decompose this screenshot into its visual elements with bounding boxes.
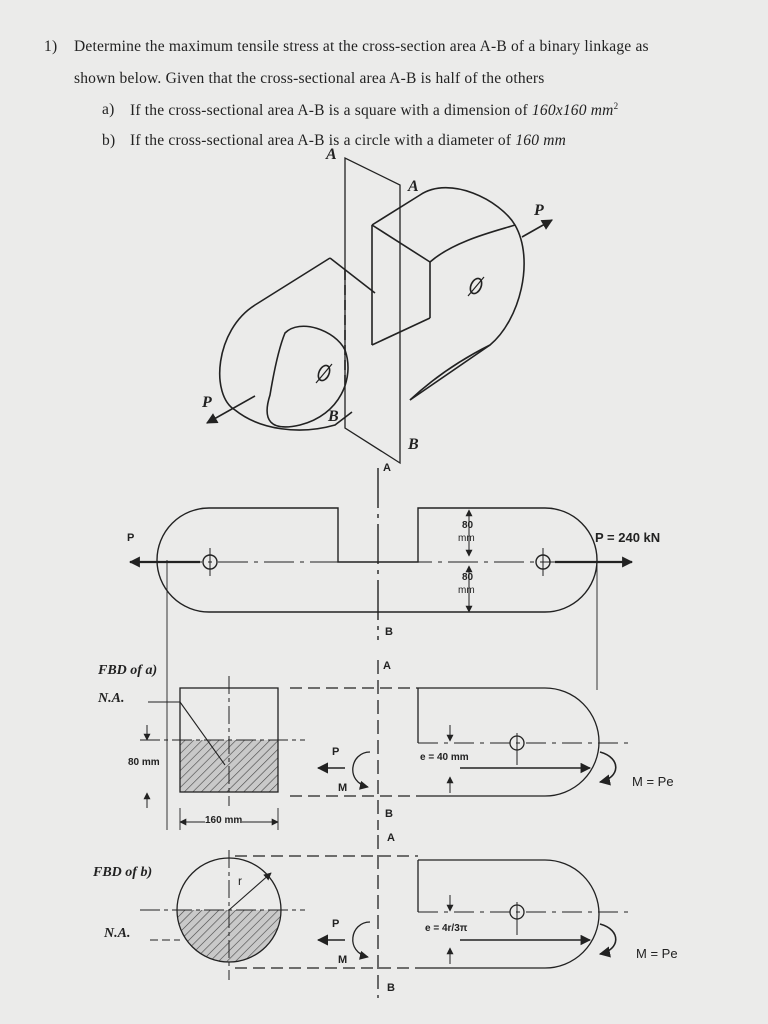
side-dim-top-unit: mm <box>458 533 475 544</box>
fbd-b-neutral-axis: N.A. <box>104 926 131 941</box>
fbd-b-title: FBD of b) <box>93 865 153 880</box>
iso-label-p-left: P <box>202 394 212 411</box>
fbd-b-drawing <box>140 835 630 998</box>
right-half-step-top <box>372 225 430 262</box>
part-b-label: b) <box>102 132 116 149</box>
isometric-linkage <box>207 158 552 463</box>
side-dim-bottom-value: 80 <box>462 572 474 583</box>
left-half-top-edge <box>330 258 375 293</box>
iso-label-b-plane: B <box>328 408 339 425</box>
iso-label-a-plane: A <box>326 146 337 163</box>
right-half-step-bottom <box>372 318 430 345</box>
side-outline <box>157 508 597 612</box>
iso-label-p-right: P <box>534 202 544 219</box>
question-line-1: Determine the maximum tensile stress at the cross-section area A-B of a binary linkage as <box>74 38 649 55</box>
fbd-b-eccentricity: e = 4r/3π <box>425 923 468 934</box>
fbd-b-label-b: B <box>387 982 395 994</box>
fbd-a-eccentricity: e = 40 mm <box>420 752 469 763</box>
fbd-a-height: 80 mm <box>128 757 160 768</box>
fbd-b-label-m: M <box>338 954 348 966</box>
side-label-p: P <box>127 532 135 544</box>
part-a-label: a) <box>102 101 115 118</box>
fbd-a-label-m: M <box>338 782 348 794</box>
fbd-a-moment: M = Pe <box>632 774 674 789</box>
side-dim-bottom-unit: mm <box>458 585 475 596</box>
part-a-dimension: 160x160 mm <box>531 102 614 120</box>
side-label-b: B <box>385 626 393 638</box>
side-dim-top-value: 80 <box>462 520 474 531</box>
side-label-a: A <box>383 462 391 474</box>
fbd-a-title: FBD of a) <box>98 663 158 678</box>
question-number: 1) <box>44 38 58 55</box>
fbd-a-linkage <box>418 688 599 796</box>
fbd-a-label-b: B <box>385 808 393 820</box>
fbd-b-label-a: A <box>387 832 395 844</box>
iso-label-b-section: B <box>408 436 419 453</box>
fbd-a-width: 160 mm <box>205 815 243 826</box>
part-b-description: If the cross-sectional area A-B is a circle with a diameter of <box>130 132 512 149</box>
fbd-a-label-a: A <box>383 660 391 672</box>
part-a-exponent: 2 <box>613 101 619 111</box>
fbd-a-drawing <box>140 660 630 830</box>
fbd-b-radius: r <box>238 874 242 888</box>
fbd-b-linkage <box>418 860 599 968</box>
part-b-dimension: 160 mm <box>515 132 567 149</box>
side-force-label: P = 240 kN <box>595 530 661 545</box>
right-half-outline <box>372 188 524 400</box>
iso-label-a-section: A <box>408 178 419 195</box>
fbd-b-label-p: P <box>332 918 340 930</box>
fbd-a-neutral-axis: N.A. <box>98 691 125 706</box>
fbd-a-label-p: P <box>332 746 340 758</box>
question-line-2: shown below. Given that the cross-sectional area A-B is half of the others <box>74 70 545 87</box>
iso-load-right <box>522 220 552 237</box>
part-a-description: If the cross-sectional area A-B is a square with a dimension of <box>130 102 528 120</box>
right-half-top-edge <box>430 225 515 262</box>
fbd-b-moment: M = Pe <box>636 946 678 961</box>
